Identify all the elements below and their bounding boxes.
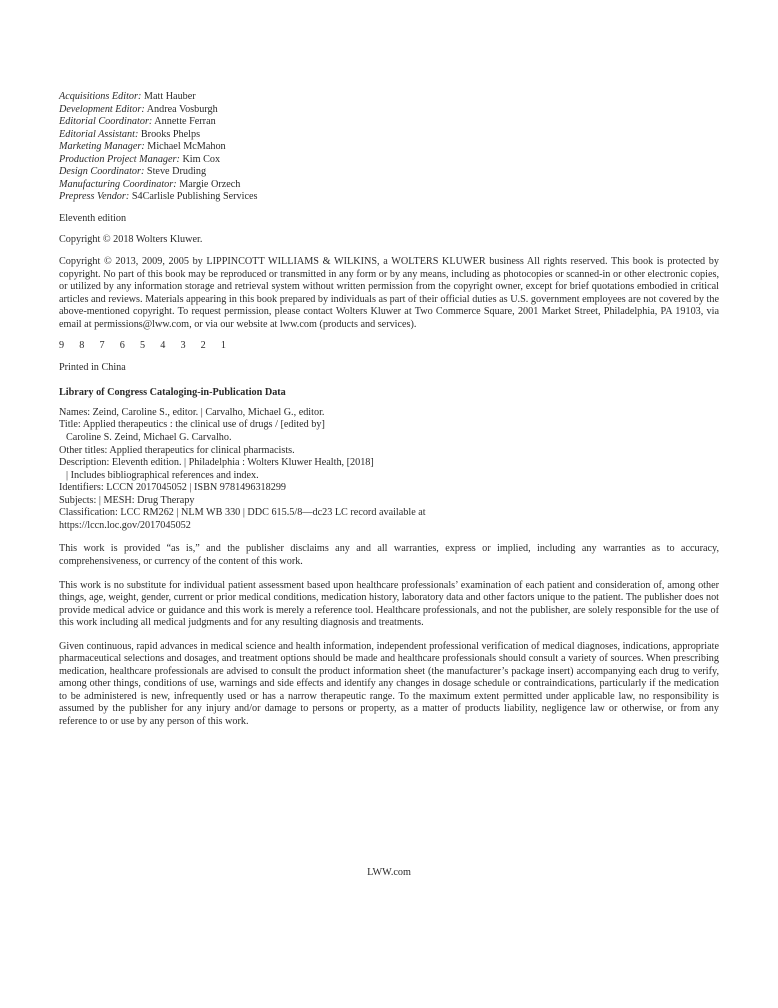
credit-name: Kim Cox [182,153,221,165]
cip-title-continued: Caroline S. Zeind, Michael G. Carvalho. [66,432,232,444]
credit-line [59,116,719,129]
credit-role: Marketing Manager: [59,141,145,153]
credit-line [59,104,719,117]
credit-name: Michael McMahon [147,141,226,153]
credit-role: Editorial Coordinator: [59,116,153,128]
credit-name: Matt Hauber [143,91,196,102]
credit-role: Prepress Vendor: [59,191,130,203]
cip-title-line: Title: Applied therapeutics : the clinical use of drugs / [edited by] [59,419,325,431]
credit-line [59,141,719,154]
credit-line [59,191,719,204]
cip-description: Description: Eleventh edition. | Philadelphia : Wolters Kluwer Health, [2018] [59,457,374,469]
credits-list [59,91,719,204]
cataloging-title: Library of Congress Cataloging-in-Publication Data [59,387,286,399]
disclaimer-verification: Given continuous, rapid advances in medical science and health information, independent professional verification of medical diagnoses, indications, appropriate pharmaceutical selections and dosages, and treatment options should be made and healthcare professionals should consult a variety of sources. When prescribing medication, healthcare professionals are advised to consult the product information sheet (the manufacturer’s package insert) accompanying each drug to verify, among other things, conditions of use, warnings and side effects and identify any changes in dosage schedule or contraindications, particularly if the medication to be administered is new, infrequently used or has a narrow therapeutic range. To the maximum extent permitted under applicable law, no responsibility is assumed by the publisher for any injury and/or damage to persons or property, as a matter of products liability, negligence law or otherwise, or from any reference to or use by any person of this work. [59,640,719,727]
credit-name: Margie Orzech [179,178,241,190]
credit-role: Development Editor: [59,103,145,115]
cip-other-titles: Other titles: Applied therapeutics for clinical pharmacists. [59,444,295,456]
credit-name: Steve Druding [146,166,207,178]
publisher-website: LWW.com [367,867,411,878]
credit-line [59,154,719,167]
disclaimer-medical-advice: This work is no substitute for individual patient assessment based upon healthcare professionals’ examination of each patient and consideration of, among other things, age, weight, gender, current or prior medical conditions, medication history, laboratory data and other factors unique to the patient. The publisher does not provide medical advice or guidance and this work is merely a reference tool. Healthcare professionals, and not the publisher, are solely responsible for the use of this work including all medical judgments and for any resulting diagnosis and treatments. [59,579,719,629]
credit-role: Editorial Assistant: [59,128,139,140]
cip-description-continued: | Includes bibliographical references and index. [66,469,259,481]
copyright-current: Copyright © 2018 Wolters Kluwer. [59,234,203,246]
edition-statement: Eleventh edition [59,212,127,224]
credit-role: Acquisitions Editor: [59,91,142,102]
credit-role: Manufacturing Coordinator: [59,178,177,190]
credit-line [59,91,719,104]
credit-name: Brooks Phelps [140,128,201,140]
cip-classification: Classification: LCC RM262 | NLM WB 330 | DDC 615.5/8—dc23 LC record available at [59,507,426,519]
credit-name: Annette Ferran [154,116,216,128]
cip-subjects: Subjects: | MESH: Drug Therapy [59,494,195,506]
credit-line [59,166,719,179]
cip-lccn-link: https://lccn.loc.gov/2017045052 [59,519,191,531]
credit-role: Production Project Manager: [59,153,180,165]
cataloging-data [59,387,719,532]
credit-line [59,129,719,142]
credit-role: Design Coordinator: [59,166,145,178]
disclaimer-as-is: This work is provided “as is,” and the publisher disclaims any and all warranties, express or implied, including any warranties as to accuracy, comprehensiveness, or currency of the content of this work. [59,543,719,567]
credit-name: Andrea Vosburgh [146,103,218,115]
copyright-paragraph: Copyright © 2013, 2009, 2005 by LIPPINCOTT WILLIAMS & WILKINS, a WOLTERS KLUWER business All rights reserved. This book is protected by copyright. No part of this book may be reproduced or transmitted in any form or by any means, including as photocopies or scanned-in or other electronic copies, or utilized by any information storage and retrieval system without written permission from the copyright owner, except for brief quotations embodied in critical articles and reviews. Materials appearing in this book prepared by individuals as part of their official duties as U.S. government employees are not covered by the above-mentioned copyright. To request permission, please contact Wolters Kluwer at Two Commerce Square, 2001 Market Street, Philadelphia, PA 19103, via email at permissions@lww.com, or via our website at lww.com (products and services). [59,256,719,330]
credit-name: S4Carlisle Publishing Services [131,191,258,203]
cip-identifiers: Identifiers: LCCN 2017045052 | ISBN 9781496318299 [59,482,287,494]
cip-names: Names: Zeind, Caroline S., editor. | Carvalho, Michael G., editor. [59,406,325,418]
credit-line [59,179,719,192]
printing-number-line: 9 8 7 6 5 4 3 2 1 [59,340,233,352]
printed-in: Printed in China [59,361,126,373]
page-content [59,91,719,729]
